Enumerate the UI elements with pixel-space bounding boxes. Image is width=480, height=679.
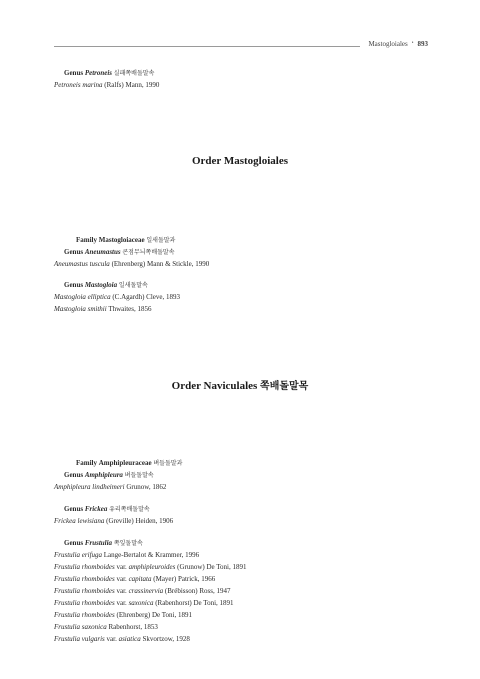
species-entry: Frickea lewisiana (Greville) Heiden, 1906 [54, 517, 174, 525]
species-entry: Frustulia rhomboides (Ehrenberg) De Toni, 1891 [54, 611, 192, 619]
header-rule [54, 46, 360, 47]
genus-heading-frickea: Genus Frickea 유리쪽배돌말속 [64, 505, 150, 513]
species-entry: Frustulia vulgaris var. asiatica Skvortzow, 1928 [54, 635, 190, 643]
species-entry: Frustulia rhomboides var. amphipleuroides (Grunow) De Toni, 1891 [54, 563, 247, 571]
order-heading-mastogloiales: Order Mastogloiales [191, 155, 289, 167]
species-entry: Frustulia rhomboides var. crassinervia (Brébisson) Ross, 1947 [54, 587, 231, 595]
species-entry: Amphipleura lindheimeri Grunow, 1862 [54, 483, 167, 491]
family-heading-mastogloiaceae: Family Mastogloiaceae 일새돌말과 [76, 236, 176, 244]
running-header [368, 40, 428, 48]
species-entry: Frustulia saxonica Rabenhorst, 1853 [54, 623, 158, 631]
family-heading-amphipleuraceae: Family Amphipleuraceae 벼들돌말과 [76, 459, 183, 467]
species-entry: Mastogloia elliptica (C.Agardh) Cleve, 1893 [54, 293, 180, 301]
species-entry: Frustulia erifuga Lange-Bertalot & Krammer, 1996 [54, 551, 200, 559]
running-title: Mastogloiales [368, 40, 408, 48]
genus-heading-amphipleura: Genus Amphipleura 벼들돌말속 [64, 471, 154, 479]
species-entry: Frustulia rhomboides var. saxonica (Rabenhorst) De Toni, 1891 [54, 599, 234, 607]
genus-heading-aneumastus: Genus Aneumastus 콘점무늬쪽배돌말속 [64, 248, 175, 256]
species-entry: Mastogloia smithii Thwaites, 1856 [54, 305, 152, 313]
species-entry: Aneumastus tuscula (Ehrenberg) Mann & Stickle, 1990 [54, 260, 210, 268]
page-number: 893 [417, 40, 428, 48]
species-entry: Frustulia rhomboides var. capitata (Mayer) Patrick, 1966 [54, 575, 216, 583]
order-heading-naviculales: Order Naviculales 쪽배돌말목 [171, 380, 309, 392]
genus-heading-frustulia: Genus Frustulia 쪽잎돌말속 [64, 539, 143, 547]
species-entry: Petroneis marina (Ralfs) Mann, 1990 [54, 81, 160, 89]
header-separator: • [411, 40, 414, 46]
genus-heading-petroneis: Genus Petroneis 실패쪽배돌말속 [64, 69, 155, 77]
genus-heading-mastogloia: Genus Mastogloia 일새돌말속 [64, 281, 148, 289]
